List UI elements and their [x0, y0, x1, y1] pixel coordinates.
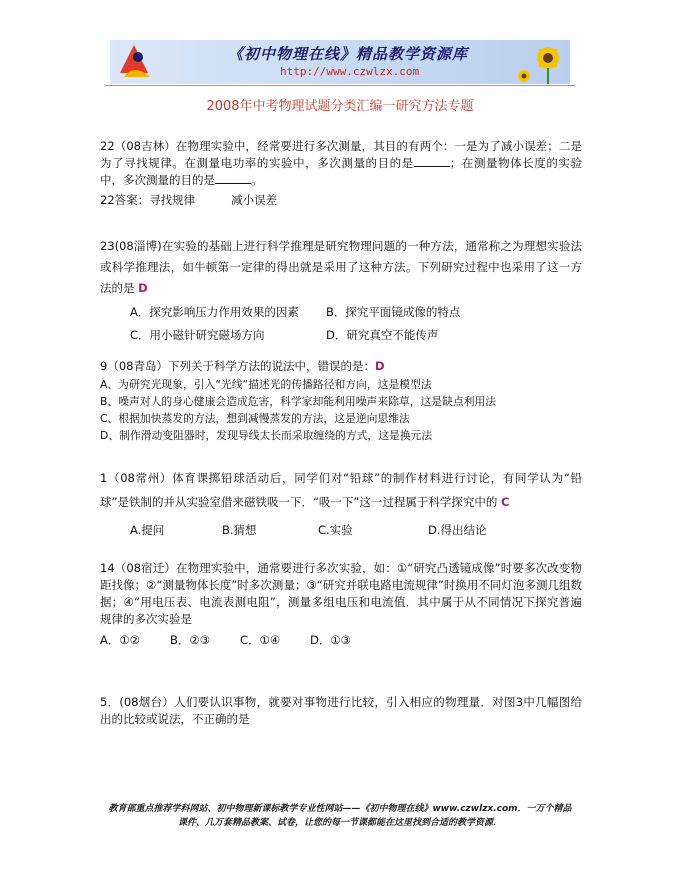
- q14-option-d: D．①③: [310, 633, 351, 647]
- question-14: 14（08宿迁）在物理实验中，通常要进行多次实验，如：①“研究凸透镜成像”时要多次改变物距找像；②“测量物体长度”时多次测量；③“研究并联电路电流规律”时换用不同灯泡多测几组数据；④“用电压表、电流表测电阻”，测量多组电压和电流值．其中属于从不同情况下探究普遍规律的多次实验是: [100, 561, 582, 626]
- question-9: [100, 358, 582, 375]
- header-banner: [110, 40, 570, 84]
- banner-title: 《初中物理在线》精品教学资源库: [228, 45, 469, 63]
- footer-line-2: 课件、几万套精品教案、试卷，让您的每一节课都能在这里找到合适的教学资源．: [177, 818, 502, 828]
- q9-option-a: A、为研究光现象，引入“光线”描述光的传播路径和方向，这是模型法: [100, 378, 432, 391]
- q23-option-d: D．研究真空不能传声: [326, 328, 439, 342]
- question-1: [100, 466, 582, 514]
- header-rule: [105, 85, 575, 86]
- q1-option-d: D.得出结论: [428, 523, 487, 537]
- q22-line1: 22（08吉林）在物理实验中，经常要进行多次测量，其目的有两个：一是为了减小误差；二是为了寻找规律。在测量电功率的实验中，多次测量的目的是: [100, 139, 582, 170]
- q14-option-c: C．①④: [240, 633, 281, 647]
- q9-option-d: D、制作滑动变阻器时，发现导线太长而采取缠绕的方式，这是换元法: [100, 429, 433, 442]
- q22-line3: 。: [251, 173, 263, 187]
- q22-answer: [100, 192, 582, 209]
- footer-line-1: 教育部重点推荐学科网站、初中物理新课标教学专业性网站——《初中物理在线》www.czwlzx.com．一万个精品: [108, 804, 572, 814]
- q9-stem: 9（08青岛）下列关于科学方法的说法中，错误的是：: [100, 359, 375, 373]
- document-title: 2008年中考物理试题分类汇编一研究方法专题: [206, 99, 474, 114]
- q14-option-a: A．①②: [100, 633, 140, 647]
- q23-text: 23(08淄博)在实验的基础上进行科学推理是研究物理问题的一种方法，通常称之为理想实验法或科学推理法，如牛顿第一定律的得出就是采用了这种方法。下列研究过程中也采用了这一方法的是: [100, 239, 582, 295]
- q22-blank-1: [414, 155, 450, 167]
- q9-option-c: C、根据加快蒸发的方法，想到减慢蒸发的方法，这是逆向思维法: [100, 412, 410, 425]
- sunflower-icon: [512, 40, 568, 84]
- q9-option-b: B、噪声对人的身心健康会造成危害，科学家却能利用噪声来除草，这是缺点利用法: [100, 395, 497, 408]
- q22-answer-label: 22答案：寻找规律: [100, 193, 196, 207]
- logo-icon: [114, 43, 154, 81]
- q1-option-c: C.实验: [318, 523, 353, 537]
- q23-option-c: C．用小磁针研究磁场方向: [130, 328, 265, 342]
- q1-answer: C: [501, 495, 510, 509]
- q1-option-b: B.猜想: [222, 523, 257, 537]
- q1-text: 1（08常州）体育课掷铅球活动后，同学们对“铅球”的制作材料进行讨论，有同学认为“铅球”是铁制的并从实验室借来磁铁吸一下．“吸一下”这一过程属于科学探究中的: [100, 471, 582, 509]
- q1-option-a: A.提问: [130, 523, 165, 537]
- q22-blank-2: [215, 172, 251, 184]
- q23-answer: D: [138, 281, 148, 295]
- q23-option-b: B．探究平面镜成像的特点: [326, 305, 461, 319]
- question-22: [100, 138, 582, 189]
- question-23: [100, 236, 582, 299]
- page-footer: [80, 802, 600, 830]
- q23-option-a: A．探究影响压力作用效果的因素: [130, 305, 299, 319]
- q14-option-b: B．②③: [170, 633, 211, 647]
- banner-url[interactable]: http://www.czwlzx.com: [280, 65, 420, 78]
- question-5: 5．(08烟台）人们要认识事物，就要对事物进行比较，引入相应的物理量．对图3中几幅图给出的比较或说法，不正确的是: [100, 695, 582, 726]
- q22-line2: ；在测量物体长度的实验中，多次测量的目的是: [100, 156, 583, 187]
- q9-answer: D: [374, 359, 385, 373]
- q22-answer-2: 减小误差: [231, 193, 278, 207]
